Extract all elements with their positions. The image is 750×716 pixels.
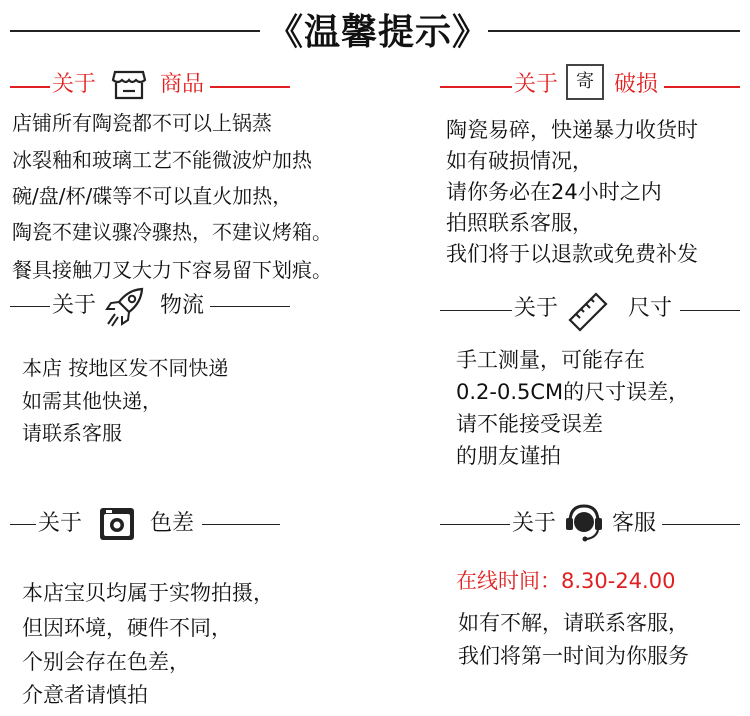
service-hours: 在线时间：8.30-24.00 bbox=[456, 569, 676, 593]
damage-line-3: 请你务必在24小时之内 bbox=[446, 180, 662, 204]
goods-right-rule bbox=[210, 86, 290, 88]
mail-stamp-text: 寄 bbox=[576, 71, 594, 92]
goods-line-4: 陶瓷不建议骤冷骤热，不建议烤箱。 bbox=[12, 220, 332, 244]
logistics-line-3: 请联系客服 bbox=[22, 421, 122, 445]
color-line-4: 介意者请慎拍 bbox=[22, 683, 148, 707]
store-icon bbox=[110, 66, 148, 102]
size-line-1: 手工测量，可能存在 bbox=[456, 348, 645, 372]
color-about: 关于 bbox=[38, 511, 83, 536]
size-about: 关于 bbox=[514, 296, 559, 321]
size-line-4: 的朋友谨拍 bbox=[456, 444, 561, 468]
color-line-1: 本店宝贝均属于实物拍摄， bbox=[22, 581, 274, 605]
mail-stamp-icon bbox=[566, 64, 604, 100]
service-label: 客服 bbox=[612, 511, 657, 536]
damage-label: 破损 bbox=[614, 72, 659, 97]
rocket-icon bbox=[102, 284, 148, 330]
damage-left-rule bbox=[440, 86, 512, 88]
goods-line-2: 冰裂釉和玻璃工艺不能微波炉加热 bbox=[12, 148, 312, 172]
service-line-2: 我们将第一时间为你服务 bbox=[458, 644, 689, 668]
service-left-rule bbox=[440, 524, 510, 525]
color-label: 色差 bbox=[150, 511, 195, 536]
logistics-about: 关于 bbox=[52, 293, 97, 318]
goods-line-1: 店铺所有陶瓷都不可以上锅蒸 bbox=[12, 111, 272, 135]
size-line-3: 请不能接受误差 bbox=[456, 412, 603, 436]
size-label: 尺寸 bbox=[628, 296, 673, 321]
damage-line-2: 如有破损情况， bbox=[446, 149, 593, 173]
logistics-line-2: 如需其他快递， bbox=[22, 389, 162, 413]
size-left-rule bbox=[440, 310, 512, 311]
service-line-1: 如有不解，请联系客服， bbox=[458, 611, 689, 635]
logistics-left-rule bbox=[10, 306, 50, 307]
goods-about: 关于 bbox=[52, 72, 97, 97]
camera-icon bbox=[98, 506, 136, 542]
title-left-rule bbox=[10, 30, 260, 32]
service-about: 关于 bbox=[512, 511, 557, 536]
logistics-right-rule bbox=[210, 306, 290, 307]
goods-label: 商品 bbox=[160, 72, 205, 97]
damage-right-rule bbox=[664, 86, 740, 88]
size-line-2: 0.2-0.5CM的尺寸误差， bbox=[456, 380, 690, 404]
damage-about: 关于 bbox=[514, 72, 559, 97]
headset-support-icon bbox=[562, 500, 606, 544]
page-title: 《温馨提示》 bbox=[267, 12, 490, 53]
color-line-3: 个别会存在色差， bbox=[22, 650, 190, 674]
ruler-icon bbox=[566, 290, 610, 332]
logistics-label: 物流 bbox=[160, 293, 205, 318]
title-right-rule bbox=[488, 30, 740, 32]
goods-line-3: 碗/盘/杯/碟等不可以直火加热， bbox=[12, 184, 293, 208]
size-right-rule bbox=[680, 310, 740, 311]
service-right-rule bbox=[662, 524, 740, 525]
logistics-line-1: 本店 按地区发不同快递 bbox=[22, 356, 229, 380]
color-right-rule bbox=[202, 524, 280, 525]
color-line-2: 但因环境，硬件不同， bbox=[22, 616, 232, 640]
goods-left-rule bbox=[10, 86, 50, 88]
color-left-rule bbox=[10, 524, 36, 525]
damage-line-4: 拍照联系客服， bbox=[446, 211, 593, 235]
damage-line-1: 陶瓷易碎，快递暴力收货时 bbox=[446, 118, 698, 142]
damage-line-5: 我们将于以退款或免费补发 bbox=[446, 242, 698, 266]
goods-line-5: 餐具接触刀叉大力下容易留下划痕。 bbox=[12, 258, 332, 282]
